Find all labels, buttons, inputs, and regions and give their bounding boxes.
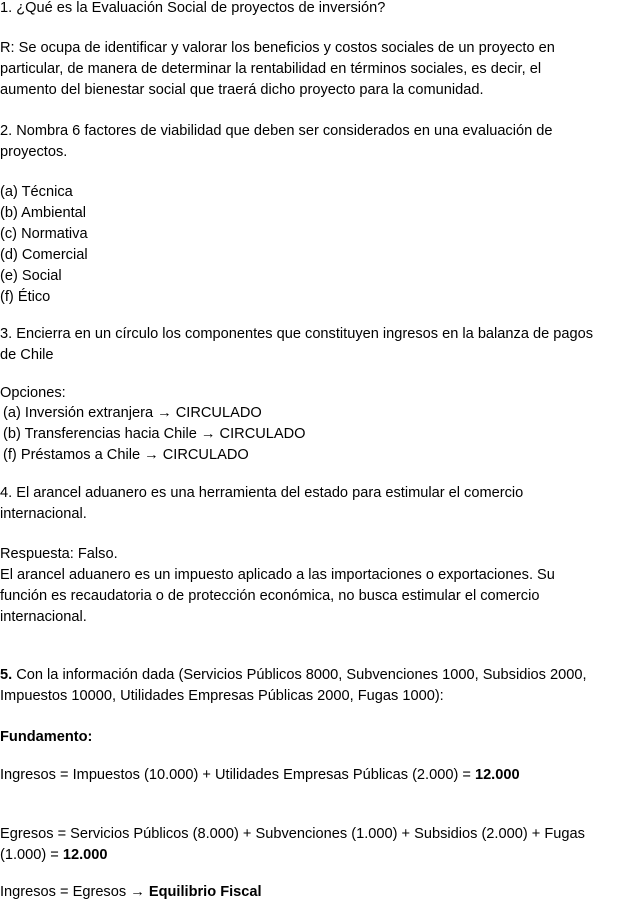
question-5-text: Con la información dada (Servicios Públicos 8000, Subvenciones 1000, Subsidios 2000, (12, 667, 587, 683)
egresos-equation-line: (1.000) = 12.000 (0, 847, 108, 863)
factor-item: (f) Ético (0, 289, 51, 305)
answer-4: Respuesta: Falso. (0, 546, 118, 562)
explanation-4-line: El arancel aduanero es un impuesto aplicado a las importaciones o exportaciones. Su (0, 567, 555, 583)
question-3-line: 3. Encierra en un círculo los componentes que constituyen ingresos en la balanza de pagos (0, 326, 594, 342)
egresos-total: 12.000 (62, 847, 108, 863)
question-5-line: Impuestos 10000, Utilidades Empresas Públicas 2000, Fugas 1000): (0, 688, 444, 704)
answer-1-line: R: Se ocupa de identificar y valorar los beneficios y costos sociales de un proyecto en (0, 40, 555, 56)
question-5-line (0, 667, 587, 684)
option-item: (b) Transferencias hacia Chile → CIRCULADO (3, 426, 306, 442)
factor-item: (c) Normativa (0, 226, 88, 242)
factor-item: (a) Técnica (0, 184, 73, 200)
option-item: (f) Préstamos a Chile → CIRCULADO (3, 447, 249, 463)
ingresos-total: 12.000 (474, 767, 520, 783)
ingresos-equation: Ingresos = Impuestos (10.000) + Utilidades Empresas Públicas (2.000) = 12.000 (0, 767, 520, 783)
question-4-line: 4. El arancel aduanero es una herramienta del estado para estimular el comercio (0, 485, 524, 501)
explanation-4-line: función es recaudatoria o de protección económica, no busca estimular el comercio (0, 588, 540, 604)
question-1: 1. ¿Qué es la Evaluación Social de proyectos de inversión? (0, 0, 386, 16)
question-3-line: de Chile (0, 347, 54, 363)
question-2-line: 2. Nombra 6 factores de viabilidad que deben ser considerados en una evaluación de (0, 123, 553, 139)
egresos-equation-line: Egresos = Servicios Públicos (8.000) + Subvenciones (1.000) + Subsidios (2.000) + Fugas (0, 826, 585, 842)
question-5-number: 5. (0, 667, 13, 683)
conclusion: Ingresos = Egresos → Equilibrio Fiscal (0, 884, 262, 900)
question-4-line: internacional. (0, 506, 87, 522)
option-item: (a) Inversión extranjera → CIRCULADO (3, 405, 262, 421)
answer-1-line: particular, de manera de determinar la rentabilidad en términos sociales, es decir, el (0, 61, 542, 77)
answer-1-line: aumento del bienestar social que traerá dicho proyecto para la comunidad. (0, 82, 484, 98)
options-label: Opciones: (0, 385, 66, 401)
conclusion-result: Equilibrio Fiscal (148, 884, 262, 900)
factor-item: (d) Comercial (0, 247, 88, 263)
explanation-4-line: internacional. (0, 609, 87, 625)
factor-item: (e) Social (0, 268, 62, 284)
factor-item: (b) Ambiental (0, 205, 86, 221)
question-2-line: proyectos. (0, 144, 68, 160)
fundamento-label: Fundamento: (0, 729, 93, 745)
